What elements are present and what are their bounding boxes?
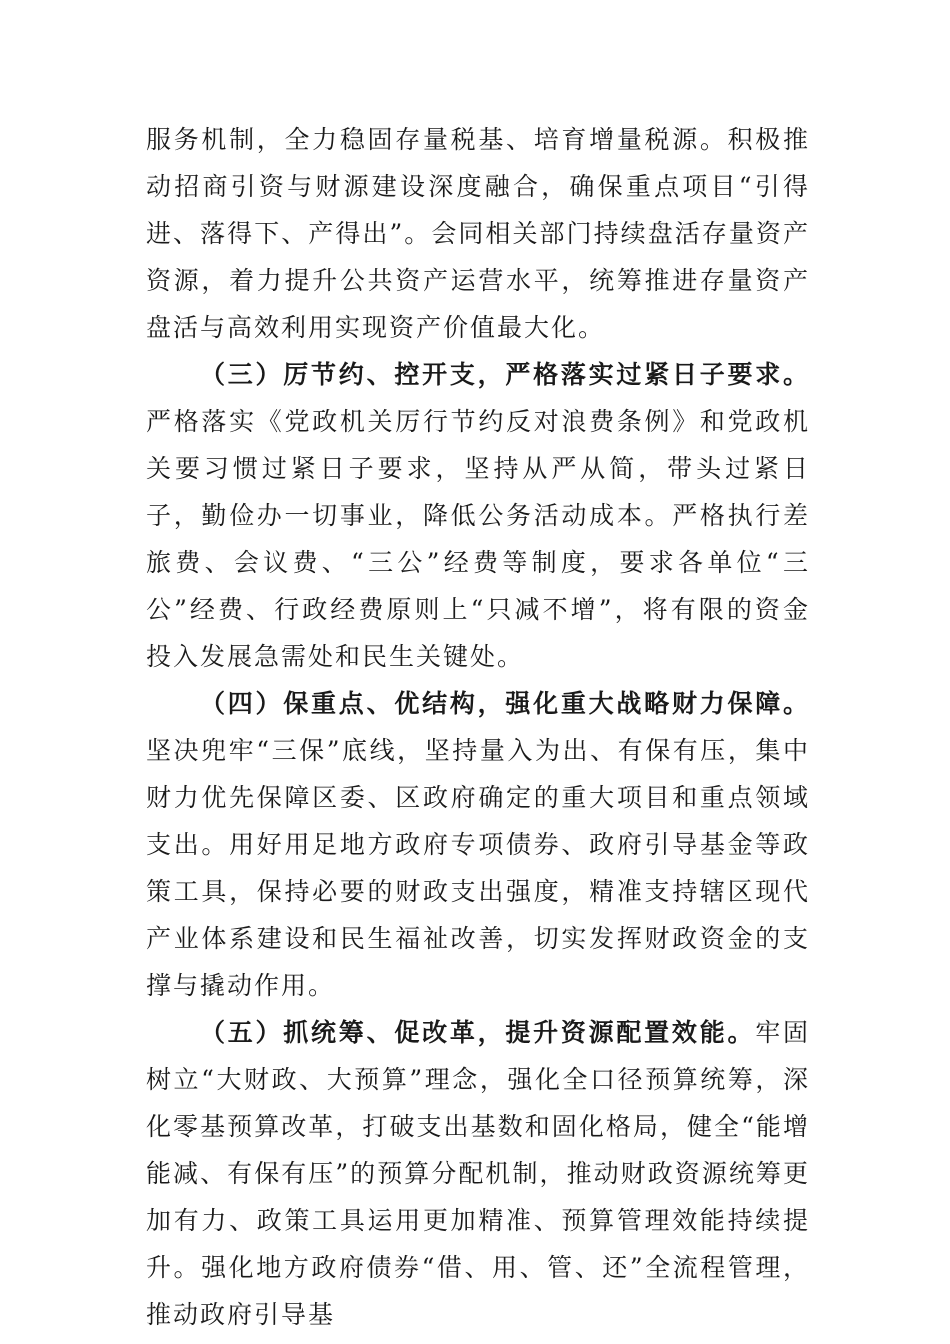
paragraph-text: 坚决兜牢“三保”底线，坚持量入为出、有保有压，集中财力优先保障区委、区政府确定的重大项目和重点领域支出。用好用足地方政府专项债券、政府引导基金等政策工具，保持必要的财政支出强度，精准支持辖区现代产业体系建设和民生福祉改善，切实发挥财政资金的支撑与撬动作用。 [146,736,810,1000]
section-heading: （四）保重点、优结构，强化重大战略财力保障。 [200,689,810,718]
section-heading: （五）抓统筹、促改革，提升资源配置效能。 [200,1018,756,1047]
paragraph-section-4 [146,680,810,1009]
paragraph-text: 牢固树立“大财政、大预算”理念，强化全口径预算统筹，深化零基预算改革，打破支出基数和固化格局，健全“能增能减、有保有压”的预算分配机制，推动财政资源统筹更加有力、政策工具运用更加精准、预算管理效能持续提升。强化地方政府债券“借、用、管、还”全流程管理，推动政府引导基 [146,1018,810,1329]
section-heading: （三）厉节约、控开支，严格落实过紧日子要求。 [200,360,810,389]
paragraph-section-3 [146,351,810,680]
paragraph-section-5 [146,1009,810,1338]
paragraph-continuation [146,116,810,351]
document-body [146,116,810,1338]
paragraph-text: 严格落实《党政机关厉行节约反对浪费条例》和党政机关要习惯过紧日子要求，坚持从严从简，带头过紧日子，勤俭办一切事业，降低公务活动成本。严格执行差旅费、会议费、“三公”经费等制度，要求各单位“三公”经费、行政经费原则上“只减不增”，将有限的资金投入发展急需处和民生关键处。 [146,407,810,671]
paragraph-text: 服务机制，全力稳固存量税基、培育增量税源。积极推动招商引资与财源建设深度融合，确保重点项目“引得进、落得下、产得出”。会同相关部门持续盘活存量资产资源，着力提升公共资产运营水平，统筹推进存量资产盘活与高效利用实现资产价值最大化。 [146,125,810,342]
